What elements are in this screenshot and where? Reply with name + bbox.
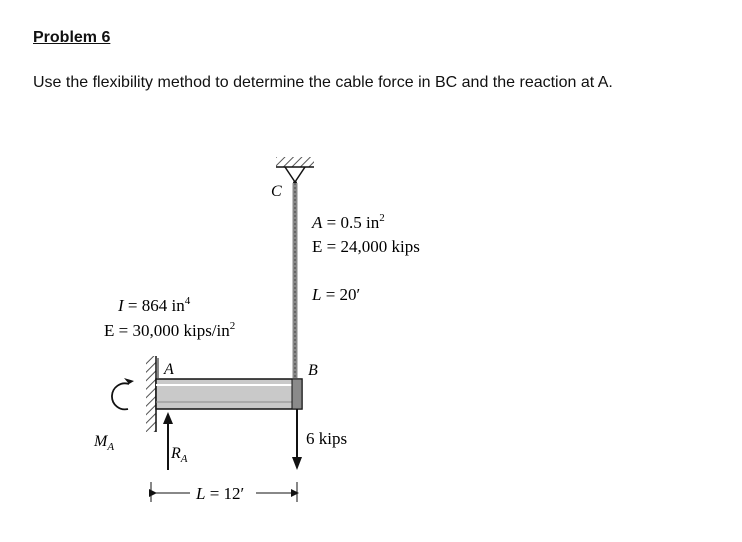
cable-area-label: A = 0.5 $in^2$ [312, 212, 385, 232]
top-support [276, 157, 314, 185]
moment-label: $M_A$ [94, 433, 115, 453]
label-point-c: C [271, 183, 282, 200]
beam-inertia-label: I = 864 $in^4$ [118, 295, 191, 315]
span-label: L = 12′ [196, 484, 245, 503]
load-label: 6 kips [306, 429, 348, 448]
problem-statement: Use the flexibility method to determine the cable force in BC and the reaction at A. [33, 74, 613, 91]
cable-length-label: L = 20′ [312, 285, 361, 304]
cable-modulus-label: E = 24,000 kips [312, 237, 420, 256]
beam-modulus-label: E = 30,000 kips/$in^2$ [104, 320, 236, 340]
fixed-wall-a [146, 356, 156, 432]
beam-ab [156, 379, 302, 409]
label-point-a: A [164, 361, 174, 378]
load-arrow [292, 409, 302, 470]
reaction-label: $R_A$ [171, 445, 188, 465]
moment-arrow [112, 378, 134, 409]
problem-heading: Problem 6 [33, 29, 111, 46]
label-point-b: B [308, 362, 318, 379]
